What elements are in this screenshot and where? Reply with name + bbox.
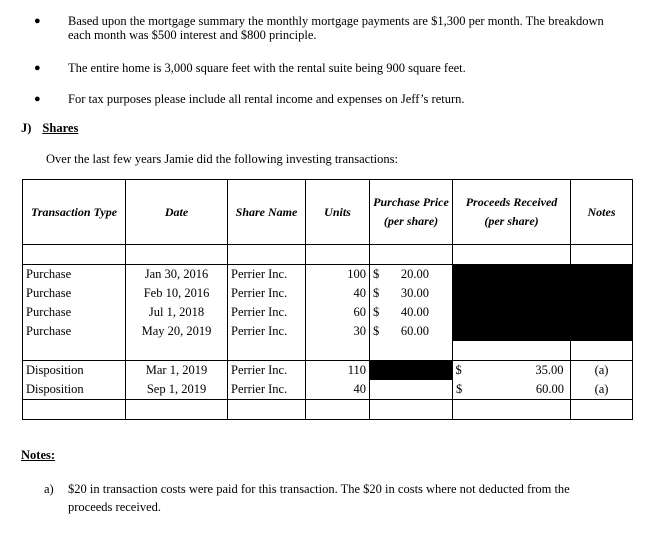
spacer-row (23, 245, 633, 265)
price-value: 30.00 (400, 286, 429, 300)
proceeds-value: 35.00 (535, 363, 564, 377)
cell-price (370, 322, 453, 341)
table-row (23, 265, 633, 285)
note-text: proceeds received. (68, 500, 161, 514)
redacted-proceeds (453, 303, 571, 322)
intro-text: Over the last few years Jamie did the following investing transactions: (46, 152, 398, 166)
cell-type: Purchase (23, 265, 126, 285)
cell-type: Disposition (23, 361, 126, 381)
bullet-square-feet: The entire home is 3,000 square feet with the rental suite being 900 square feet. (68, 61, 466, 75)
cell-price-empty (370, 380, 453, 400)
dollar-sign: $ (456, 382, 463, 396)
table-row (23, 303, 633, 322)
note-item (44, 480, 570, 516)
cell-date: Sep 1, 2019 (126, 380, 228, 400)
dollar-sign: $ (373, 286, 380, 300)
dollar-sign: $ (373, 267, 380, 281)
cell-note: (a) (571, 380, 633, 400)
table-header-row (23, 180, 633, 245)
redacted-proceeds (453, 265, 571, 285)
dollar-sign: $ (373, 324, 380, 338)
note-text: $20 in transaction costs were paid for this transaction. The $20 in costs where not deducted from the (68, 482, 570, 496)
cell-units: 100 (306, 265, 370, 285)
bullet-line: each month was $500 interest and $800 principle. (68, 28, 317, 42)
cell-units: 60 (306, 303, 370, 322)
spacer-row (23, 341, 633, 361)
section-title: Shares (42, 121, 79, 135)
bullet-tax: For tax purposes please include all rental income and expenses on Jeff’s return. (68, 92, 465, 106)
redacted-notes (571, 284, 633, 303)
cell-share-name: Perrier Inc. (228, 284, 306, 303)
header-purchase-price: Purchase Price (per share) (370, 180, 453, 245)
cell-share-name: Perrier Inc. (228, 303, 306, 322)
cell-date: Jul 1, 2018 (126, 303, 228, 322)
header-transaction-type: Transaction Type (23, 180, 126, 245)
shares-table (22, 179, 633, 420)
table-row (23, 284, 633, 303)
price-value: 20.00 (400, 267, 429, 281)
notes-heading: Notes: (21, 448, 56, 462)
cell-price (370, 265, 453, 285)
cell-units: 30 (306, 322, 370, 341)
redacted-notes (571, 322, 633, 341)
table-row (23, 322, 633, 341)
dollar-sign: $ (455, 363, 462, 377)
cell-proceeds (453, 361, 571, 381)
table-row (23, 361, 633, 381)
cell-price (370, 303, 453, 322)
cell-date: Feb 10, 2016 (126, 284, 228, 303)
header-units: Units (306, 180, 370, 245)
cell-price (370, 284, 453, 303)
table-row (23, 380, 633, 400)
cell-type: Purchase (23, 303, 126, 322)
cell-units: 40 (306, 380, 370, 400)
header-share-name: Share Name (228, 180, 306, 245)
header-notes: Notes (571, 180, 633, 245)
redacted-notes (571, 303, 633, 322)
proceeds-value: 60.00 (535, 382, 564, 396)
dollar-sign: $ (373, 305, 380, 319)
cell-date: Jan 30, 2016 (126, 265, 228, 285)
cell-note: (a) (571, 361, 633, 381)
header-date: Date (126, 180, 228, 245)
price-value: 60.00 (400, 324, 429, 338)
bullet-mortgage (68, 14, 604, 42)
cell-date: Mar 1, 2019 (126, 361, 228, 381)
cell-type: Disposition (23, 380, 126, 400)
bullet-icon: ● (34, 15, 41, 27)
note-label: a) (44, 482, 54, 496)
cell-type: Purchase (23, 284, 126, 303)
redacted-notes (571, 265, 633, 285)
cell-share-name: Perrier Inc. (228, 361, 306, 381)
header-proceeds: Proceeds Received (per share) (453, 180, 571, 245)
bullet-icon: ● (34, 93, 41, 105)
cell-share-name: Perrier Inc. (228, 265, 306, 285)
bullet-icon: ● (34, 62, 41, 74)
redacted-proceeds (453, 322, 571, 341)
redacted-proceeds (453, 284, 571, 303)
cell-share-name: Perrier Inc. (228, 322, 306, 341)
section-heading (21, 121, 78, 136)
cell-units: 110 (306, 361, 370, 381)
price-value: 40.00 (400, 305, 429, 319)
cell-units: 40 (306, 284, 370, 303)
section-label: J) (21, 121, 32, 135)
cell-proceeds (453, 380, 571, 400)
bullet-line: Based upon the mortgage summary the monthly mortgage payments are $1,300 per month. The breakdown (68, 14, 604, 28)
redacted-price (370, 361, 453, 381)
cell-date: May 20, 2019 (126, 322, 228, 341)
cell-type: Purchase (23, 322, 126, 341)
cell-share-name: Perrier Inc. (228, 380, 306, 400)
spacer-row (23, 400, 633, 420)
